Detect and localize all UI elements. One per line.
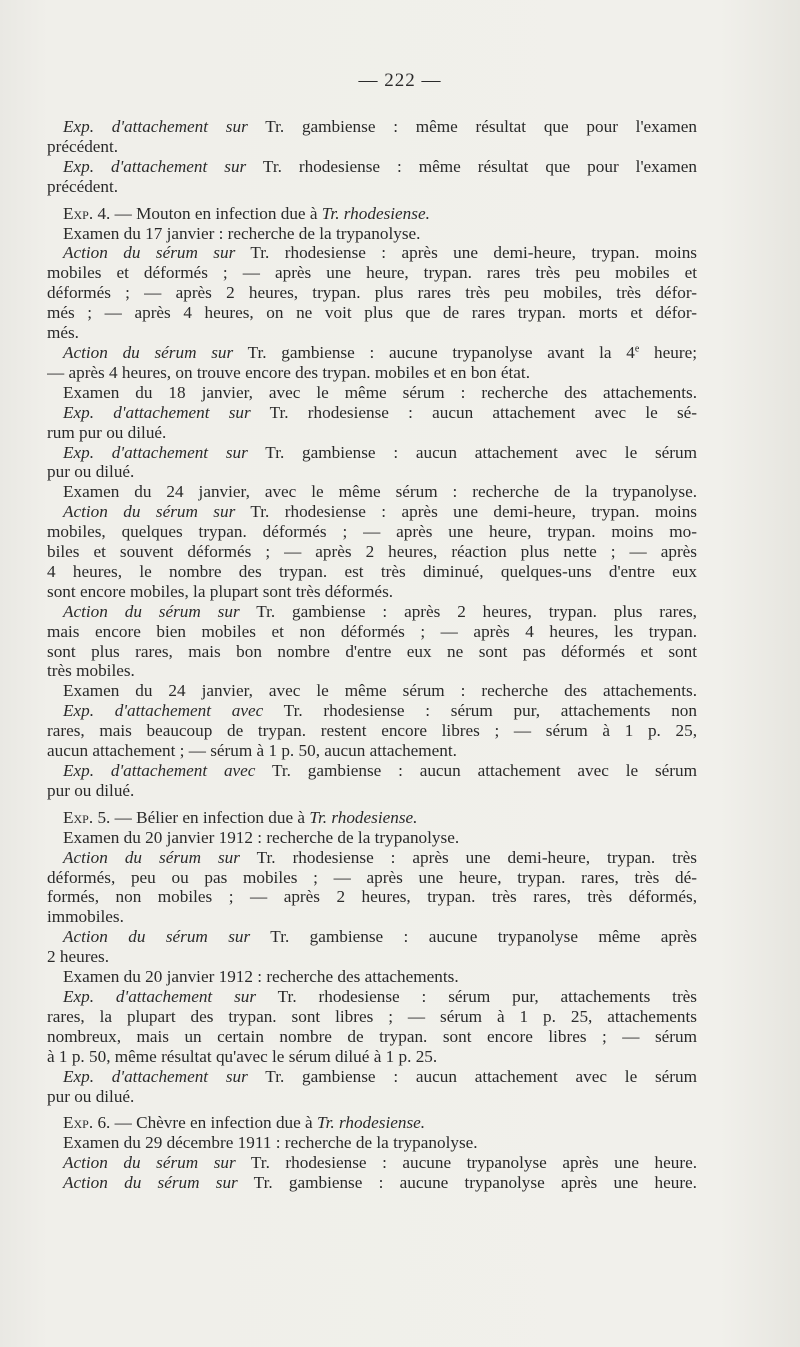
text-run: Tr. gambiense : aucun attachement avec le sérum xyxy=(255,761,697,780)
page-number: — 222 — xyxy=(358,70,442,91)
text-run: més. xyxy=(47,323,79,343)
text-run: Tr. rhodesiense : aucun attachement avec le sé- xyxy=(250,402,697,422)
text-run: rares, mais beaucoup de trypan. restent encore libres ; — sérum à 1 p. 25, xyxy=(47,721,697,741)
text-line xyxy=(47,701,697,721)
text-run: Tr. gambiense : après 2 heures, trypan. plus rares, xyxy=(239,601,697,621)
text-line xyxy=(47,117,697,137)
text-line xyxy=(47,243,697,263)
text-run: Examen du 18 janvier, avec le même sérum : recherche des attachements. xyxy=(63,382,697,402)
text-run: Action du sérum sur xyxy=(63,243,236,263)
text-line xyxy=(47,224,697,244)
body-text xyxy=(47,117,697,1193)
text-line xyxy=(47,721,697,741)
text-run: Exp xyxy=(63,1113,89,1133)
text-line xyxy=(47,622,697,642)
text-line xyxy=(47,323,697,343)
text-line xyxy=(47,502,697,522)
text-run: Examen du 29 décembre 1911 : recherche de la trypanolyse. xyxy=(63,1133,478,1153)
text-run: Tr. rhodesiense : sérum pur, attachements très xyxy=(256,986,697,1006)
text-run: Tr. gambiense : aucun attachement avec le sérum xyxy=(247,442,697,462)
text-run: Examen du 20 janvier 1912 : recherche de la trypanolyse. xyxy=(63,827,460,847)
text-line xyxy=(47,157,697,177)
text-run: pur ou dilué. xyxy=(47,462,135,482)
text-line xyxy=(47,423,697,443)
text-line xyxy=(47,642,697,662)
text-run: — après 4 heures, on trouve encore des trypan. mobiles et en bon état. xyxy=(47,362,531,382)
text-run: 2 heures. xyxy=(47,947,110,967)
text-run: rares, la plupart des trypan. sont libres ; — sérum à 1 p. 25, attachements xyxy=(47,1006,697,1026)
text-run: més ; — après 4 heures, on ne voit plus que de rares trypan. morts et défor- xyxy=(47,303,697,323)
text-run: aucun attachement ; — sérum à 1 p. 50, aucun attachement. xyxy=(47,741,457,761)
text-run: Action du sérum sur xyxy=(63,1173,238,1193)
text-line xyxy=(47,204,697,224)
text-line xyxy=(47,482,697,502)
text-line xyxy=(47,661,697,681)
text-line xyxy=(47,443,697,463)
text-run: . 6. — Chèvre en infection due à xyxy=(88,1113,317,1133)
text-line xyxy=(47,887,697,907)
text-line xyxy=(47,741,697,761)
text-run: Action du sérum sur xyxy=(63,502,236,522)
text-line xyxy=(47,1007,697,1027)
text-run: Exp. d'attachement avec xyxy=(63,761,256,780)
text-run: précédent. xyxy=(47,176,119,196)
text-run: Exp. d'attachement sur xyxy=(63,442,248,462)
text-run: . 5. — Bélier en infection due à xyxy=(88,807,310,827)
text-run: sont plus rares, mais bon nombre d'entre eux ne sont pas déformés et sont xyxy=(47,641,697,661)
text-run: Tr. gambiense : aucune trypanolyse avant la 4 xyxy=(233,342,635,362)
text-run: Action du sérum sur xyxy=(63,1153,236,1173)
text-line xyxy=(47,987,697,1007)
text-run: Exp xyxy=(63,203,89,223)
text-run: . 4. — Mouton en infection due à xyxy=(88,203,322,223)
text-line xyxy=(47,562,697,582)
text-run: Examen du 24 janvier, avec le même sérum : recherche des attachements. xyxy=(63,681,697,701)
text-run: déformés, peu ou pas mobiles ; — après une heure, trypan. rares, très dé- xyxy=(47,867,697,887)
text-run: Exp. d'attachement sur xyxy=(63,1066,248,1086)
text-line xyxy=(47,967,697,987)
text-run: Tr. rhodesiense. xyxy=(321,203,430,223)
text-run: rum pur ou dilué. xyxy=(47,422,167,442)
text-line xyxy=(47,343,697,363)
text-run: pur ou dilué. xyxy=(47,780,135,800)
text-line xyxy=(47,403,697,423)
text-run: immobiles. xyxy=(47,907,124,927)
text-run: Exp. d'attachement avec xyxy=(63,701,264,721)
text-run: Exp. d'attachement sur xyxy=(63,156,247,176)
text-run: Tr. gambiense : aucune trypanolyse même après xyxy=(250,927,697,947)
paragraph-gap xyxy=(47,801,697,808)
text-line xyxy=(47,828,697,848)
text-line xyxy=(47,462,697,482)
text-run: Tr. rhodesiense : sérum pur, attachements non xyxy=(263,701,697,721)
text-line xyxy=(47,1047,697,1067)
text-run: Action du sérum sur xyxy=(63,601,240,621)
text-run: Tr. rhodesiense : après une demi-heure, trypan. moins xyxy=(235,502,697,522)
text-line xyxy=(47,363,697,383)
text-line xyxy=(47,1113,697,1133)
text-run: Action du sérum sur xyxy=(63,847,240,867)
text-run: formés, non mobiles ; — après 2 heures, trypan. très rares, très déformés, xyxy=(47,887,697,907)
text-line xyxy=(47,1173,697,1193)
text-line xyxy=(47,137,697,157)
text-line xyxy=(47,927,697,947)
paragraph-gap xyxy=(47,197,697,204)
text-line xyxy=(47,947,697,967)
text-run: Tr. rhodesiense. xyxy=(316,1113,426,1133)
text-run: déformés ; — après 2 heures, trypan. plus rares très peu mobiles, très défor- xyxy=(47,283,697,303)
text-run: Examen du 24 janvier, avec le même sérum : recherche de la trypanolyse. xyxy=(63,482,697,502)
text-run: pur ou dilué. xyxy=(47,1086,135,1106)
text-run: Tr. rhodesiense : après une demi-heure, trypan. moins xyxy=(235,243,697,263)
text-run: très mobiles. xyxy=(47,661,135,681)
text-line xyxy=(47,808,697,828)
text-line xyxy=(47,848,697,868)
text-run: heure; xyxy=(639,342,697,362)
text-line xyxy=(47,1027,697,1047)
text-run: Tr. rhodesiense. xyxy=(309,807,418,827)
text-run: sont encore mobiles, la plupart sont très déformés. xyxy=(47,581,394,601)
text-line xyxy=(47,1067,697,1087)
text-run: Action du sérum sur xyxy=(63,342,234,362)
text-line xyxy=(47,542,697,562)
text-run: Action du sérum sur xyxy=(63,927,251,947)
text-run: Tr. rhodesiense : même résultat que pour l'examen xyxy=(246,156,697,176)
text-line xyxy=(47,1087,697,1107)
text-run: précédent. xyxy=(47,136,119,156)
text-run: Exp. d'attachement sur xyxy=(63,986,257,1006)
text-run: Exp. d'attachement sur xyxy=(63,117,248,136)
text-run: Examen du 20 janvier 1912 : recherche des attachements. xyxy=(63,967,459,987)
text-line xyxy=(47,582,697,602)
text-line xyxy=(47,681,697,701)
text-run: Exp. d'attachement sur xyxy=(63,402,251,422)
text-run: Exp xyxy=(63,807,89,827)
text-run: Tr. gambiense : aucune trypanolyse après une heure. xyxy=(237,1173,697,1193)
text-run: Tr. rhodesiense : aucune trypanolyse après une heure. xyxy=(235,1153,697,1173)
text-line xyxy=(47,602,697,622)
text-line xyxy=(47,177,697,197)
text-run: à 1 p. 50, même résultat qu'avec le sérum dilué à 1 p. 25. xyxy=(47,1046,438,1066)
text-run: Tr. gambiense : aucun attachement avec le sérum xyxy=(247,1066,697,1086)
text-line xyxy=(47,868,697,888)
paragraph-gap xyxy=(47,1106,697,1113)
text-line xyxy=(47,283,697,303)
text-run: 4 heures, le nombre des trypan. est très diminué, quelques-uns d'entre eux xyxy=(47,561,697,581)
text-run: mais encore bien mobiles et non déformés ; — après 4 heures, les trypan. xyxy=(47,621,697,641)
text-line xyxy=(47,1133,697,1153)
text-line xyxy=(47,522,697,542)
text-line xyxy=(47,303,697,323)
text-run: biles et souvent déformés ; — après 2 heures, réaction plus nette ; — après xyxy=(47,542,697,562)
text-run: Tr. gambiense : même résultat que pour l'examen xyxy=(247,117,697,136)
text-run: mobiles, quelques trypan. déformés ; — après une heure, trypan. moins mo- xyxy=(47,522,697,542)
text-run: nombreux, mais un certain nombre de trypan. sont encore libres ; — sérum xyxy=(47,1026,697,1046)
text-run: Tr. rhodesiense : après une demi-heure, trypan. très xyxy=(239,847,697,867)
text-line xyxy=(47,761,697,781)
text-line xyxy=(47,781,697,801)
text-run: Examen du 17 janvier : recherche de la trypanolyse. xyxy=(63,223,421,243)
text-line xyxy=(47,907,697,927)
text-line xyxy=(47,263,697,283)
text-line xyxy=(47,1153,697,1173)
text-line xyxy=(47,383,697,403)
text-run: e xyxy=(634,343,640,355)
text-run: mobiles et déformés ; — après une heure, trypan. rares très peu mobiles et xyxy=(47,263,697,283)
